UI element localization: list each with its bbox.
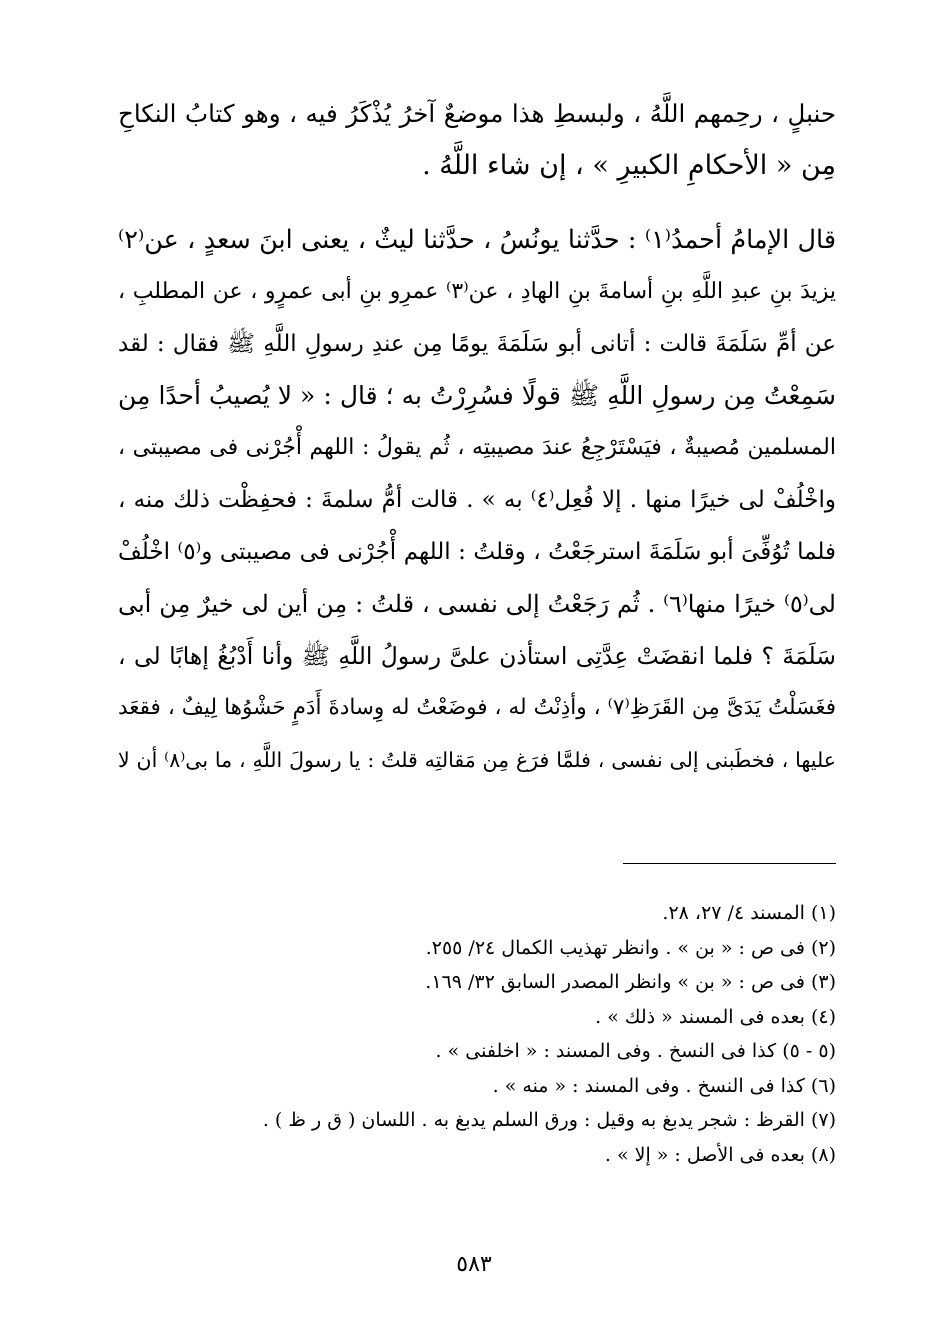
text-line-12: فغَسَلْتُ يَدَىَّ مِن القَرَظِ⁽٧⁾ ، وأذِنْتُ له ، فوضَعْتُ له وِسادةَ أَدَمٍ حَشْوُها لِيفٌ ، فقعَد [118, 695, 837, 720]
text-line-4: يزيدَ بنِ عبدِ اللَّهِ بنِ أسامةَ بنِ الهادِ ، عن⁽٣⁾ عمرِو بنِ أبى عمرٍو ، عن المطلبِ ، [118, 279, 836, 304]
paragraph-gap [118, 192, 836, 214]
footnote-2: (٢) فى ص : « بن » . وانظر تهذيب الكمال ٢٤/ ٢٥٥. [425, 936, 836, 959]
footnotes [160, 896, 836, 1172]
text-line-10: لى⁽٥⁾ خيرًا منها⁽٦⁾ . ثُم رَجَعْتُ إلى نفسى ، قلتُ : مِن أين لى خيرٌ مِن أبى [118, 590, 836, 618]
footnote-6: (٦) كذا فى النسخ . وفى المسند : « منه » . [492, 1074, 836, 1097]
text-line-7: المسلمين مُصيبةٌ ، فيَسْتَرْجِعُ عندَ مصيبتِه ، ثُم يقولُ : اللهم أْجُرْنى فى مصيبتى ، [118, 435, 836, 460]
text-line-13: عليها ، فخطَبنى إلى نفسى ، فلمَّا فرَغ مِن مَقالتِه قلتُ : يا رسولَ اللَّهِ ، ما بى⁽٨⁾ أن لا [118, 748, 837, 772]
text-line-5: عن أمِّ سَلَمَةَ قالت : أتانى أبو سَلَمَةَ يومًا مِن عندِ رسولِ اللَّهِ ﷺ فقال : لقد [118, 331, 836, 357]
text-line-9: فلما تُوُفِّىَ أبو سَلَمَةَ استرجَعْتُ ، وقلتُ : اللهم أْجُرْنى فى مصيبتى و⁽٥⁾ اخْلُفْ [118, 539, 836, 565]
footnote-7: (٧) القرظ : شجر يدبغ به وقيل : ورق السلم يدبغ به . اللسان ( ق ر ظ ) . [262, 1109, 836, 1131]
footnote-separator [623, 863, 836, 864]
text-line-11: سَلَمَةَ ؟ فلما انقضَتْ عِدَّتِى استأذن علىَّ رسولُ اللَّهِ ﷺ وأنا أَدْبُغُ إهابًا لى ، [118, 642, 836, 670]
text-line-3: قال الإمامُ أحمدُ⁽١⁾ : حدَّثنا يونُسُ ، حدَّثنا ليثٌ ، يعنى ابنَ سعدٍ ، عن⁽٢⁾ [118, 225, 837, 255]
main-text [118, 88, 836, 786]
footnote-8: (٨) بعده فى الأصل : « إلا » . [604, 1143, 836, 1166]
page-number: ٥٨٣ [456, 1252, 492, 1277]
text-line-2: مِن « الأحكامِ الكبيرِ » ، إن شاء اللَّهُ . [422, 150, 836, 181]
footnote-5: (٥ - ٥) كذا فى النسخ . وفى المسند : « اخلفنى » . [435, 1040, 836, 1062]
footnote-3: (٣) فى ص : « بن » وانظر المصدر السابق ٣٢/ ١٦٩. [425, 971, 836, 993]
text-line-1: حنبلٍ ، رحِمهم اللَّهُ ، ولبسطِ هذا موضعٌ آخرُ يُذْكَرُ فيه ، وهو كتابُ النكاحِ [118, 99, 836, 128]
footnote-1: (١) المسند ٤/ ٢٧، ٢٨. [662, 902, 836, 924]
footnote-4: (٤) بعده فى المسند « ذلك » . [595, 1005, 836, 1028]
text-line-6: سَمِعْتُ مِن رسولِ اللَّهِ ﷺ قولًا فسُرِرْتُ به ؛ قال : « لا يُصيبُ أحدًا مِن [118, 381, 836, 410]
text-line-8: واخْلُفْ لى خيرًا منها . إلا فُعِل⁽٤⁾ به » . قالت أمُّ سلمةَ : فحفِظْت ذلك منه ، [118, 487, 836, 513]
